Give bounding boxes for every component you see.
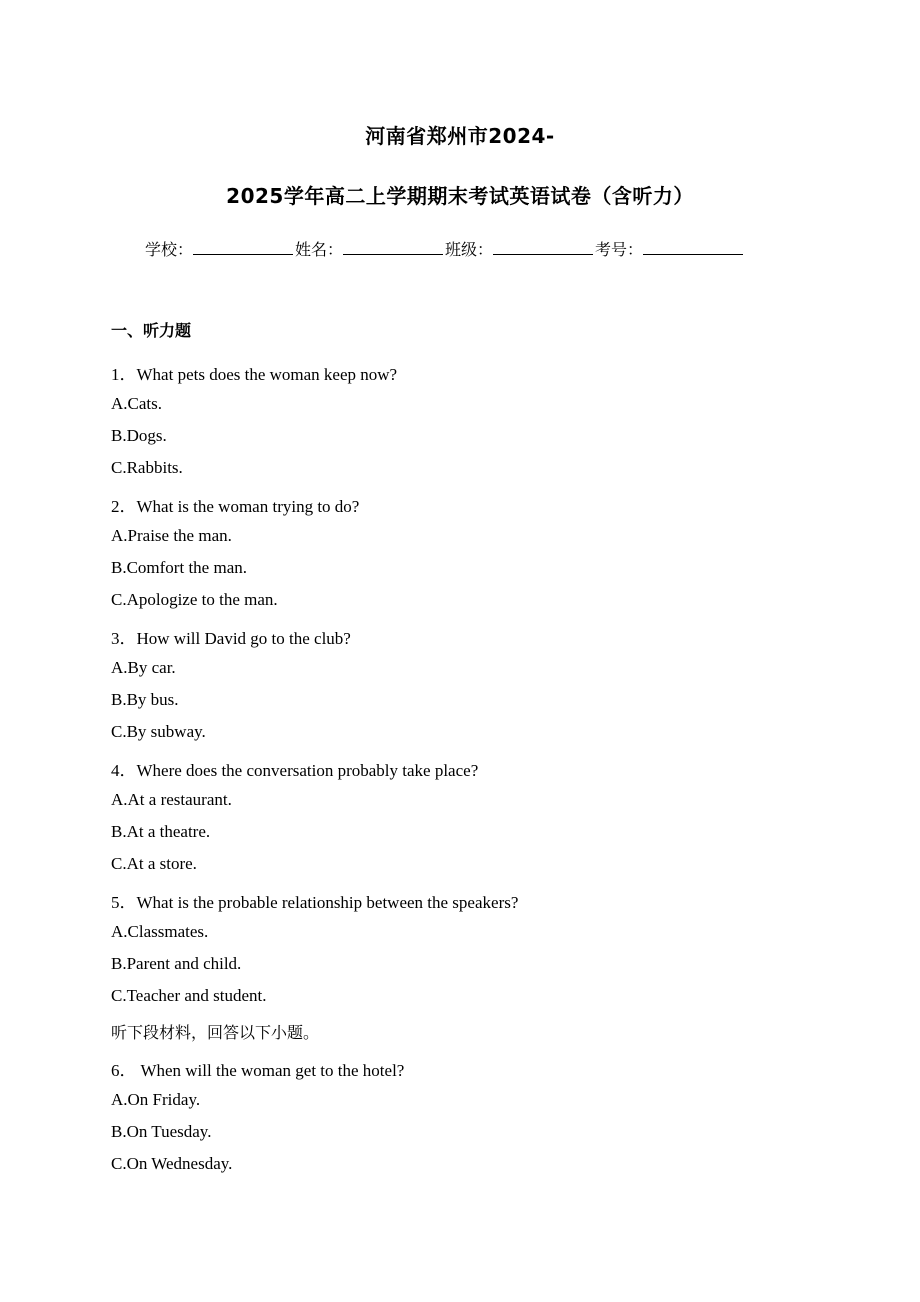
question-3: 3．How will David go to the club? bbox=[111, 629, 351, 648]
number-label: 考号： bbox=[595, 240, 644, 259]
q2-option-c: C.Apologize to the man. bbox=[111, 590, 278, 609]
name-blank[interactable] bbox=[343, 240, 443, 255]
q1-option-a: A.Cats. bbox=[111, 394, 162, 413]
q5-option-a: A.Classmates. bbox=[111, 922, 209, 941]
q2-option-b: B.Comfort the man. bbox=[111, 558, 247, 577]
question-6: 6． When will the woman get to the hotel? bbox=[111, 1061, 405, 1080]
q6-option-b: B.On Tuesday. bbox=[111, 1122, 212, 1141]
section-heading-listening: 一、听力题 bbox=[111, 321, 192, 340]
q2-option-a: A.Praise the man. bbox=[111, 526, 232, 545]
q5-option-c: C.Teacher and student. bbox=[111, 986, 267, 1005]
q4-option-a: A.At a restaurant. bbox=[111, 790, 232, 809]
class-label: 班级： bbox=[445, 240, 494, 259]
q4-option-c: C.At a store. bbox=[111, 854, 197, 873]
school-blank[interactable] bbox=[193, 240, 293, 255]
q5-option-b: B.Parent and child. bbox=[111, 954, 242, 973]
exam-title-line-2: 2025学年高二上学期期末考试英语试卷（含听力） bbox=[226, 184, 694, 208]
q3-option-b: B.By bus. bbox=[111, 690, 179, 709]
q3-option-c: C.By subway. bbox=[111, 722, 206, 741]
name-label: 姓名： bbox=[295, 240, 344, 259]
exam-title-line-1: 河南省郑州市2024- bbox=[365, 124, 555, 148]
school-label: 学校： bbox=[145, 240, 194, 259]
q6-option-a: A.On Friday. bbox=[111, 1090, 201, 1109]
question-5: 5．What is the probable relationship between the speakers? bbox=[111, 893, 519, 912]
listening-instruction: 听下段材料，回答以下小题。 bbox=[111, 1023, 320, 1042]
q1-option-b: B.Dogs. bbox=[111, 426, 167, 445]
q6-option-c: C.On Wednesday. bbox=[111, 1154, 233, 1173]
number-blank[interactable] bbox=[643, 240, 743, 255]
q1-option-c: C.Rabbits. bbox=[111, 458, 183, 477]
class-blank[interactable] bbox=[493, 240, 593, 255]
q3-option-a: A.By car. bbox=[111, 658, 176, 677]
question-1: 1．What pets does the woman keep now? bbox=[111, 365, 398, 384]
q4-option-b: B.At a theatre. bbox=[111, 822, 211, 841]
question-2: 2．What is the woman trying to do? bbox=[111, 497, 360, 516]
question-4: 4．Where does the conversation probably take place? bbox=[111, 761, 479, 780]
student-info-row bbox=[145, 237, 745, 260]
